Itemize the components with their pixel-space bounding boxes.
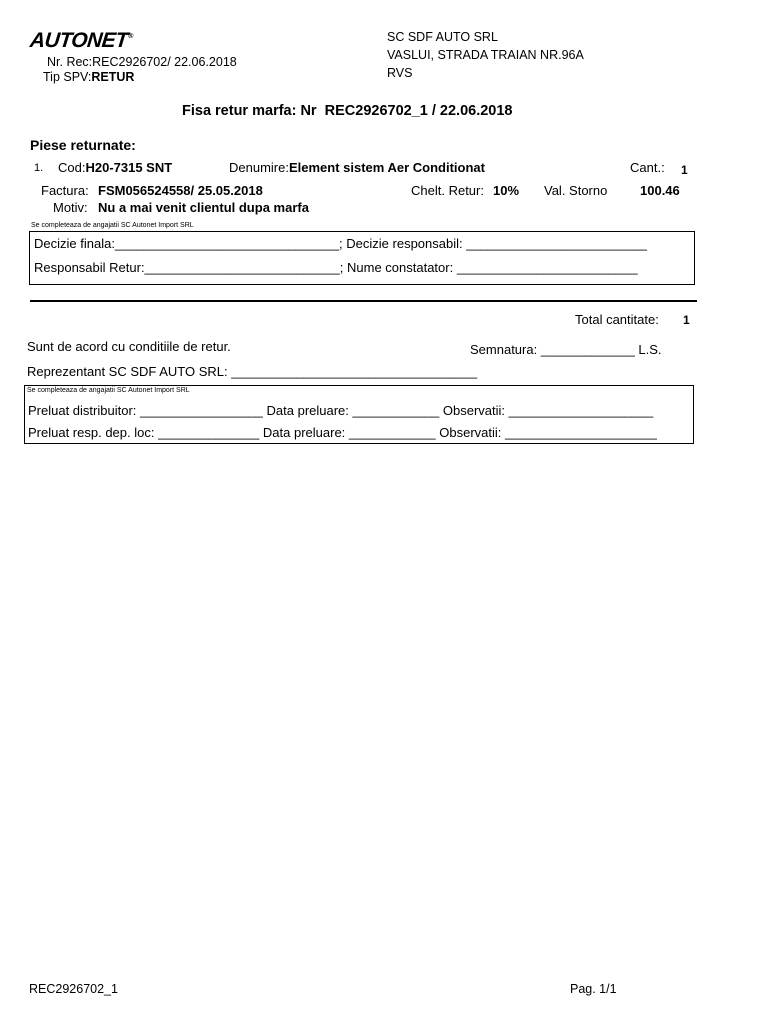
autonet-logo: AUTONET® xyxy=(28,29,134,52)
item-name-value: Element sistem Aer Conditionat xyxy=(288,160,485,175)
invoice-label: Factura: xyxy=(41,183,89,198)
page-title-label: Fisa retur marfa: Nr xyxy=(182,103,317,119)
decision-box xyxy=(29,231,695,285)
item-quantity-value: 1 xyxy=(681,163,688,177)
storno-label: Val. Storno xyxy=(544,183,608,198)
company-name: SC SDF AUTO SRL xyxy=(387,30,498,44)
box1-note: Se completeaza de angajatii SC Autonet Import SRL xyxy=(31,222,194,229)
signature-line: Semnatura: _____________ L.S. xyxy=(470,342,662,357)
box2-note: Se completeaza de angajatii SC Autonet Import SRL xyxy=(27,387,190,394)
return-cost-label: Chelt. Retur: xyxy=(411,183,484,198)
receipt-number-value: REC2926702/ 22.06.2018 xyxy=(92,55,237,69)
spv-type-value: RETUR xyxy=(91,70,135,84)
page-title-value: REC2926702_1 / 22.06.2018 xyxy=(324,103,513,119)
spv-type-label: Tip SPV: xyxy=(43,70,92,84)
company-code: RVS xyxy=(387,66,413,80)
footer-doc-id: REC2926702_1 xyxy=(29,982,118,996)
reason-label: Motiv: xyxy=(53,200,88,215)
responsible-line: Responsabil Retur:___________________________; Nume constatator: _________________________ xyxy=(34,260,638,275)
return-cost-value: 10% xyxy=(493,183,520,198)
divider xyxy=(30,300,697,302)
company-address: VASLUI, STRADA TRAIAN NR.96A xyxy=(387,48,584,62)
total-quantity-value: 1 xyxy=(683,313,690,327)
item-code-value: H20-7315 SNT xyxy=(85,160,173,175)
item-index: 1. xyxy=(34,162,44,174)
section-title: Piese returnate: xyxy=(30,137,136,153)
storno-value: 100.46 xyxy=(640,183,680,198)
reception-box xyxy=(24,385,694,444)
item-name-label: Denumire: xyxy=(229,160,289,175)
distributor-line: Preluat distribuitor: _________________ Data preluare: ____________ Observatii: ____________________ xyxy=(28,403,654,418)
local-dept-line: Preluat resp. dep. loc: ______________ Data preluare: ____________ Observatii: _____________________ xyxy=(28,425,657,440)
decision-line: Decizie finala:_______________________________; Decizie responsabil: _________________________ xyxy=(34,236,647,251)
footer-page-number: Pag. 1/1 xyxy=(570,982,617,996)
receipt-number-label: Nr. Rec: xyxy=(47,55,93,69)
item-code-label: Cod: xyxy=(58,160,86,175)
total-quantity-label: Total cantitate: xyxy=(575,312,659,327)
page-title xyxy=(182,103,513,119)
item-quantity-label: Cant.: xyxy=(630,160,665,175)
reason-value: Nu a mai venit clientul dupa marfa xyxy=(98,200,309,215)
receipt-number xyxy=(47,55,237,69)
agreement-text: Sunt de acord cu conditiile de retur. xyxy=(27,339,231,354)
item-name xyxy=(229,160,485,175)
representative-line: Reprezentant SC SDF AUTO SRL: __________________________________ xyxy=(27,364,478,379)
invoice-value: FSM056524558/ 25.05.2018 xyxy=(98,183,263,198)
item-code xyxy=(58,160,172,175)
spv-type xyxy=(43,70,134,84)
